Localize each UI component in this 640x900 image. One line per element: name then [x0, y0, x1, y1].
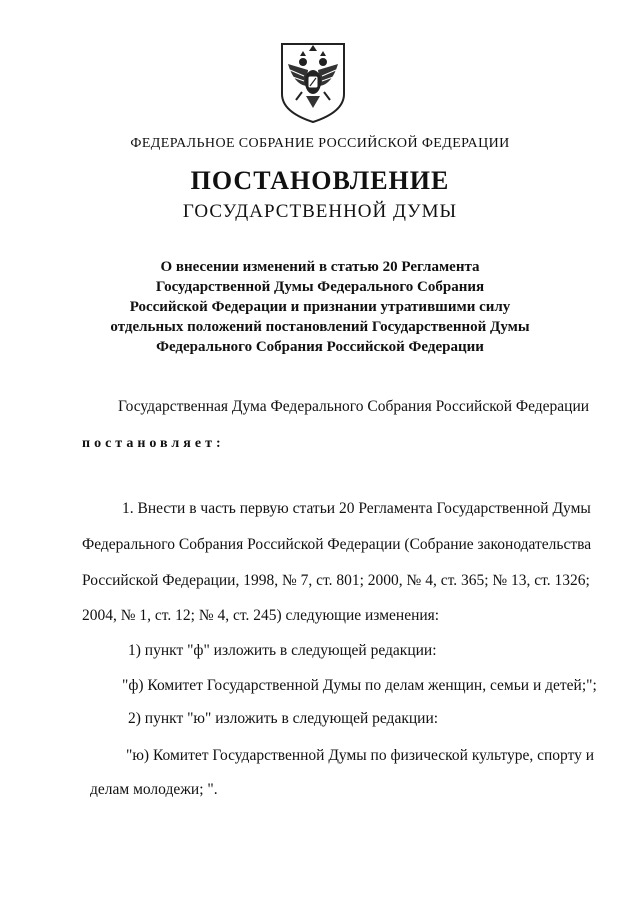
item-1-text: "ф) Комитет Государственной Думы по делам женщин, семьи и детей;";: [122, 677, 597, 694]
item-2-text: "ю) Комитет Государственной Думы по физической культуре, спорту и: [126, 747, 595, 764]
preamble-text: Государственная Дума Федерального Собрания Российской Федерации: [118, 398, 590, 415]
clause-1-line: Российской Федерации, 1998, № 7, ст. 801; 2000, № 4, ст. 365; № 13, ст. 1326;: [82, 572, 590, 589]
document-type-title: ПОСТАНОВЛЕНИЕ: [190, 166, 450, 195]
clause-1-line: 1. Внести в часть первую статьи 20 Регламента Государственной Думы: [122, 500, 591, 517]
issuer-subtitle: ГОСУДАРСТВЕННОЙ ДУМЫ: [182, 201, 458, 222]
subject-line: Федерального Собрания Российской Федерации: [156, 339, 484, 355]
subject-line: Государственной Думы Федерального Собрания: [155, 279, 485, 295]
item-2-text-continuation: делам молодежи; ".: [90, 781, 218, 798]
item-2-instruction: 2) пункт "ю" изложить в следующей редакции:: [128, 710, 439, 727]
resolves-text: постановляет:: [82, 436, 225, 451]
double-headed-eagle-emblem-icon: [278, 40, 348, 124]
subject-line: Российской Федерации и признании утратившими силу: [129, 299, 511, 315]
clause-1-line: Федерального Собрания Российской Федерации (Собрание законодательства: [82, 536, 592, 553]
resolution-subject: [60, 257, 580, 357]
item-1-instruction: 1) пункт "ф" изложить в следующей редакции:: [128, 642, 437, 659]
clause-1-line: 2004, № 1, ст. 12; № 4, ст. 245) следующие изменения:: [82, 607, 440, 624]
subject-line: отдельных положений постановлений Государственной Думы: [110, 319, 530, 335]
organization-heading: ФЕДЕРАЛЬНОЕ СОБРАНИЕ РОССИЙСКОЙ ФЕДЕРАЦИИ: [130, 136, 510, 151]
subject-line: О внесении изменений в статью 20 Регламента: [160, 259, 480, 275]
